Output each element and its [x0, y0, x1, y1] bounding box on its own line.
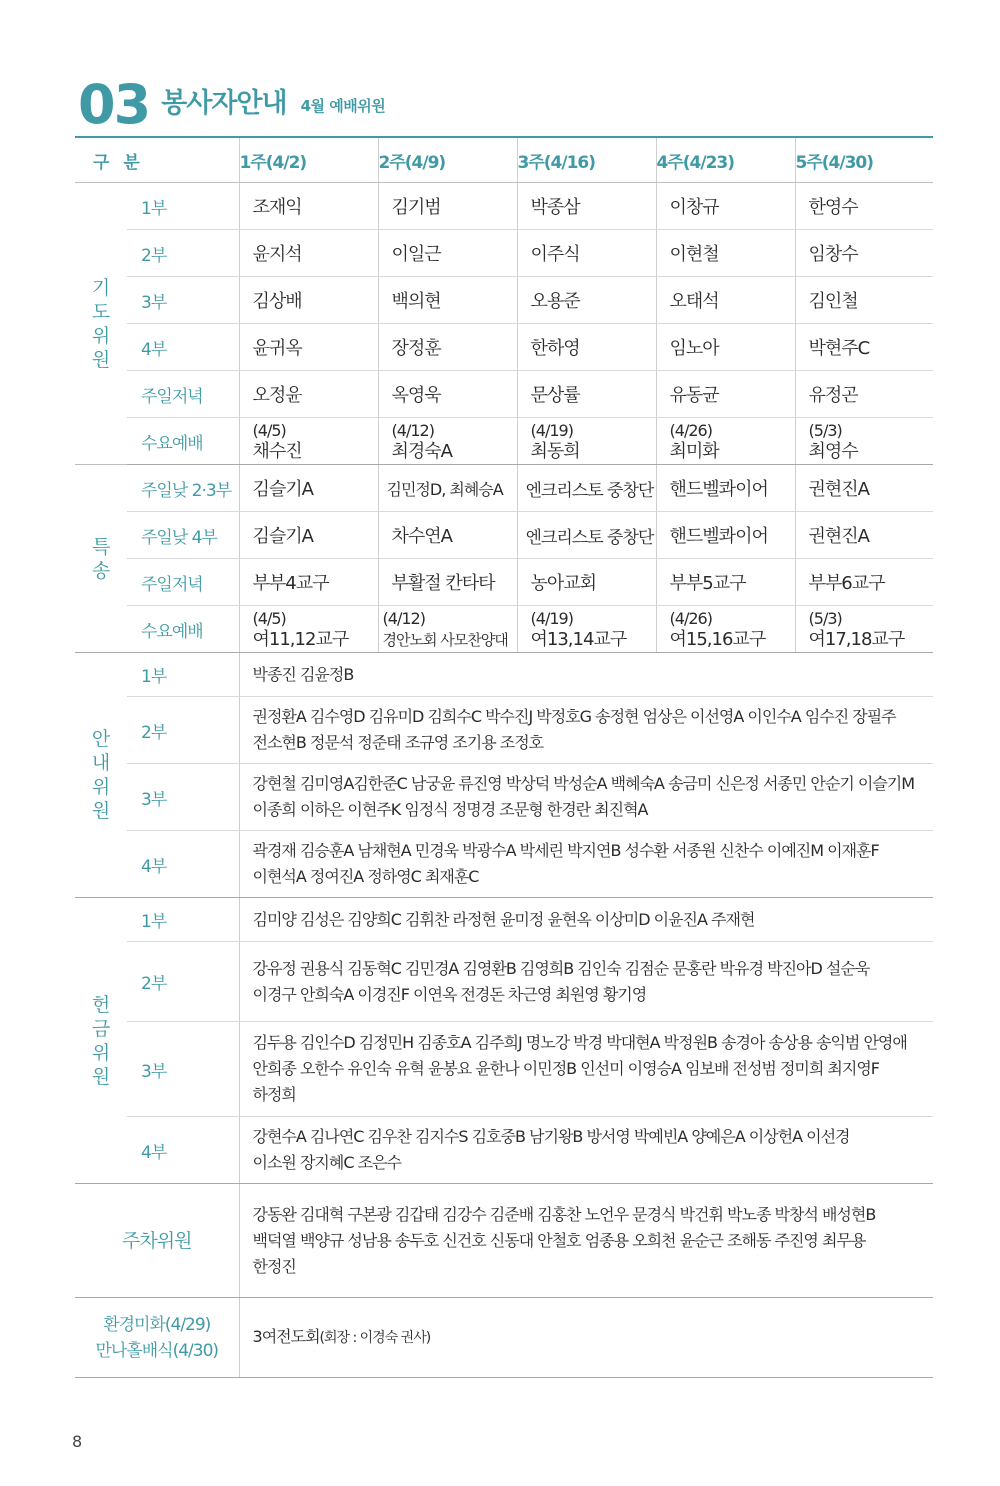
- names-cell: [239, 1184, 933, 1298]
- names-line: 박종진 김윤정B: [252, 664, 354, 684]
- group-label-offering: 헌금위원: [75, 898, 127, 1184]
- cell-date: (5/3): [808, 609, 842, 628]
- table-cell: 부활절 칸타타: [378, 559, 517, 606]
- table-cell: 옥영욱: [378, 371, 517, 418]
- table-cell: [656, 418, 795, 465]
- environment-label: [75, 1298, 239, 1378]
- table-row: [75, 371, 933, 418]
- table-row: [75, 697, 933, 764]
- cell-date: (5/3): [808, 421, 842, 440]
- table-cell: 부부5교구: [656, 559, 795, 606]
- row-label: 2부: [127, 230, 239, 277]
- table-row: [75, 653, 933, 697]
- cell-name: 여13,14교구: [530, 629, 627, 650]
- names-line: 이종희 이하은 이현주K 임정식 정명경 조문형 한경란 최진혁A: [252, 800, 648, 819]
- environment-note: (회장 : 이경숙 권사): [319, 1330, 431, 1346]
- table-cell: [656, 606, 795, 653]
- table-cell: 윤귀옥: [239, 324, 378, 371]
- table-cell: 한하영: [517, 324, 656, 371]
- table-cell: [239, 418, 378, 465]
- table-cell: 장정훈: [378, 324, 517, 371]
- table-cell: 농아교회: [517, 559, 656, 606]
- cell-name: 여17,18교구: [808, 629, 905, 650]
- row-label: 3부: [127, 277, 239, 324]
- row-label: 주일낮 2·3부: [127, 465, 239, 512]
- table-cell: [239, 606, 378, 653]
- names-line: 김미양 김성은 김양희C 김휘찬 라정현 윤미정 윤현옥 이상미D 이윤진A 주재현: [252, 909, 755, 929]
- table-cell: [378, 418, 517, 465]
- table-cell: 오정윤: [239, 371, 378, 418]
- col-week-1: 1주(4/2): [239, 137, 378, 183]
- row-label: 2부: [127, 697, 239, 764]
- table-cell: 이주식: [517, 230, 656, 277]
- row-label: 수요예배: [127, 606, 239, 653]
- table-cell: 차수연A: [378, 512, 517, 559]
- names-cell: [239, 831, 933, 898]
- table-cell: 이일근: [378, 230, 517, 277]
- cell-date: (4/19): [530, 609, 573, 628]
- names-cell: [239, 942, 933, 1022]
- names-line: 권정환A 김수영D 김유미D 김희수C 박수진J 박정호G 송정현 엄상은 이선영A 이인수A 임수진 장필주: [252, 707, 896, 726]
- names-cell: [239, 697, 933, 764]
- cell-name: 최미화: [669, 441, 719, 462]
- row-label: 주일저녁: [127, 371, 239, 418]
- table-cell: 유동균: [656, 371, 795, 418]
- table-cell: 엔크리스토 중창단: [517, 465, 656, 512]
- table-row: [75, 277, 933, 324]
- section-header: [78, 72, 386, 136]
- row-label: 주일저녁: [127, 559, 239, 606]
- table-cell: 임창수: [795, 230, 933, 277]
- table-cell: 김상배: [239, 277, 378, 324]
- names-line: 강유정 권용식 김동혁C 김민경A 김영환B 김영희B 김인숙 김점순 문홍란 박유경 박진아D 설순욱: [252, 958, 870, 978]
- names-cell: [239, 1022, 933, 1117]
- cell-date: (4/26): [669, 421, 712, 440]
- table-row: [75, 831, 933, 898]
- names-line: 백덕열 백양규 성남용 송두호 신건호 신동대 안철호 엄종용 오희천 윤순근 조해동 주진영 최무용: [252, 1230, 866, 1250]
- row-label: 주일낮 4부: [127, 512, 239, 559]
- cell-date: (4/5): [252, 421, 286, 440]
- table-cell: [517, 418, 656, 465]
- table-cell: 김민정D, 최혜승A: [378, 465, 517, 512]
- table-cell: 핸드벨콰이어: [656, 512, 795, 559]
- table-row: [75, 1022, 933, 1117]
- table-cell: 권현진A: [795, 512, 933, 559]
- names-line: 이경구 안희숙A 이경진F 이연옥 전경돈 차근영 최원영 황기영: [252, 984, 647, 1004]
- cell-date: (4/26): [669, 609, 712, 628]
- table-row: [75, 418, 933, 465]
- table-cell: 한영수: [795, 183, 933, 230]
- cell-name: 채수진: [252, 441, 302, 462]
- table-cell: [795, 418, 933, 465]
- table-row: [75, 183, 933, 230]
- cell-date: (4/12): [382, 608, 425, 628]
- table-cell: 김슬기A: [239, 465, 378, 512]
- names-cell: [239, 1117, 933, 1184]
- group-label-prayer: 기도위원: [75, 183, 127, 465]
- names-line: 한정진: [252, 1256, 296, 1276]
- section-number: 03: [78, 73, 150, 136]
- names-line: 곽경재 김승훈A 남채현A 민경욱 박광수A 박세린 박지연B 성수환 서종원 신찬수 이예진M 이재훈F: [252, 841, 879, 860]
- table-cell: [378, 606, 517, 653]
- col-week-2: 2주(4/9): [378, 137, 517, 183]
- names-cell: [239, 764, 933, 831]
- table-cell: 부부4교구: [239, 559, 378, 606]
- table-cell: 윤지석: [239, 230, 378, 277]
- table-cell: 문상률: [517, 371, 656, 418]
- table-cell: 김슬기A: [239, 512, 378, 559]
- volunteer-table: [75, 136, 933, 1378]
- cell-date: (4/12): [391, 421, 434, 440]
- table-cell: [517, 606, 656, 653]
- table-row: [75, 230, 933, 277]
- table-cell: 김인철: [795, 277, 933, 324]
- table-cell: 김기범: [378, 183, 517, 230]
- cell-date: (4/19): [530, 421, 573, 440]
- row-label: 4부: [127, 831, 239, 898]
- section-title: 봉사자안내: [161, 88, 287, 119]
- cell-name: 최영수: [808, 441, 858, 462]
- table-row: [75, 942, 933, 1022]
- col-week-5: 5주(4/30): [795, 137, 933, 183]
- row-label: 3부: [127, 764, 239, 831]
- table-cell: 박현주C: [795, 324, 933, 371]
- table-cell: [795, 606, 933, 653]
- table-cell: 부부6교구: [795, 559, 933, 606]
- names-line: 이소원 장지혜C 조은수: [252, 1153, 401, 1172]
- cell-name: 최동희: [530, 441, 580, 462]
- row-label: 4부: [127, 324, 239, 371]
- row-label: 3부: [127, 1022, 239, 1117]
- names-line: 김두용 김인수D 김정민H 김종호A 김주희J 명노강 박경 박대현A 박정원B 송경아 송상용 송익범 안영애: [252, 1033, 907, 1052]
- table-row: [75, 512, 933, 559]
- group-label-ushers: 안내위원: [75, 653, 127, 898]
- row-label: 4부: [127, 1117, 239, 1184]
- cell-name: 여15,16교구: [669, 629, 766, 650]
- table-cell: 엔크리스토 중창단: [517, 512, 656, 559]
- row-label: 1부: [127, 898, 239, 942]
- table-cell: 박종삼: [517, 183, 656, 230]
- row-label: 2부: [127, 942, 239, 1022]
- table-row: [75, 764, 933, 831]
- table-cell: 오용준: [517, 277, 656, 324]
- names-line: 강현수A 김나연C 김우찬 김지수S 김호중B 남기왕B 방서영 박예빈A 양예은A 이상헌A 이선경: [252, 1127, 850, 1146]
- environment-text: 3여전도회: [252, 1327, 320, 1346]
- col-week-4: 4주(4/23): [656, 137, 795, 183]
- row-label: 수요예배: [127, 418, 239, 465]
- names-line: 하정희: [252, 1085, 296, 1104]
- row-label: 1부: [127, 653, 239, 697]
- table-row: [75, 1298, 933, 1378]
- table-header: [75, 137, 933, 183]
- table-row: [75, 606, 933, 653]
- parking-label: 주차위원: [75, 1184, 239, 1298]
- table-cell: 조재익: [239, 183, 378, 230]
- names-line: 안희종 오한수 유인숙 유혁 윤봉요 윤한나 이민정B 인선미 이영승A 임보배 전성범 정미희 최지영F: [252, 1059, 880, 1078]
- table-row: [75, 1184, 933, 1298]
- table-cell: 유정곤: [795, 371, 933, 418]
- table-cell: 핸드벨콰이어: [656, 465, 795, 512]
- cell-name: 최경숙A: [391, 441, 452, 462]
- environment-cell: [239, 1298, 933, 1378]
- table-row: [75, 324, 933, 371]
- names-cell: [239, 653, 933, 697]
- names-line: 강현철 김미영A김한준C 남궁윤 류진영 박상덕 박성순A 백혜숙A 송금미 신은정 서종민 안순기 이슬기M: [252, 774, 915, 793]
- table-cell: 임노아: [656, 324, 795, 371]
- group-label-special: 특송: [75, 465, 127, 653]
- table-row: [75, 898, 933, 942]
- table-row: [75, 559, 933, 606]
- names-line: 강동완 김대혁 구본광 김갑태 김강수 김준배 김홍찬 노언우 문경식 박건휘 박노종 박창석 배성현B: [252, 1204, 876, 1224]
- environment-label-line: 환경미화(4/29): [103, 1314, 211, 1335]
- cell-name: 경안노회 사모찬양대: [382, 630, 508, 649]
- row-label: 1부: [127, 183, 239, 230]
- table-cell: 오태석: [656, 277, 795, 324]
- col-week-3: 3주(4/16): [517, 137, 656, 183]
- table-cell: 이창규: [656, 183, 795, 230]
- table-cell: 권현진A: [795, 465, 933, 512]
- table-row: [75, 1117, 933, 1184]
- cell-name: 여11,12교구: [252, 629, 349, 650]
- table-row: [75, 465, 933, 512]
- table-cell: 백의현: [378, 277, 517, 324]
- section-subtitle: 4월 예배위원: [300, 97, 386, 115]
- names-line: 이현석A 정여진A 정하영C 최재훈C: [252, 867, 479, 886]
- col-group-header: 구 분: [75, 137, 239, 183]
- page-number: 8: [72, 1432, 83, 1451]
- cell-date: (4/5): [252, 609, 286, 628]
- names-cell: [239, 898, 933, 942]
- table-cell: 이현철: [656, 230, 795, 277]
- names-line: 전소현B 정문석 정준태 조규영 조기용 조정호: [252, 733, 544, 752]
- environment-label-line: 만나홀배식(4/30): [95, 1340, 219, 1361]
